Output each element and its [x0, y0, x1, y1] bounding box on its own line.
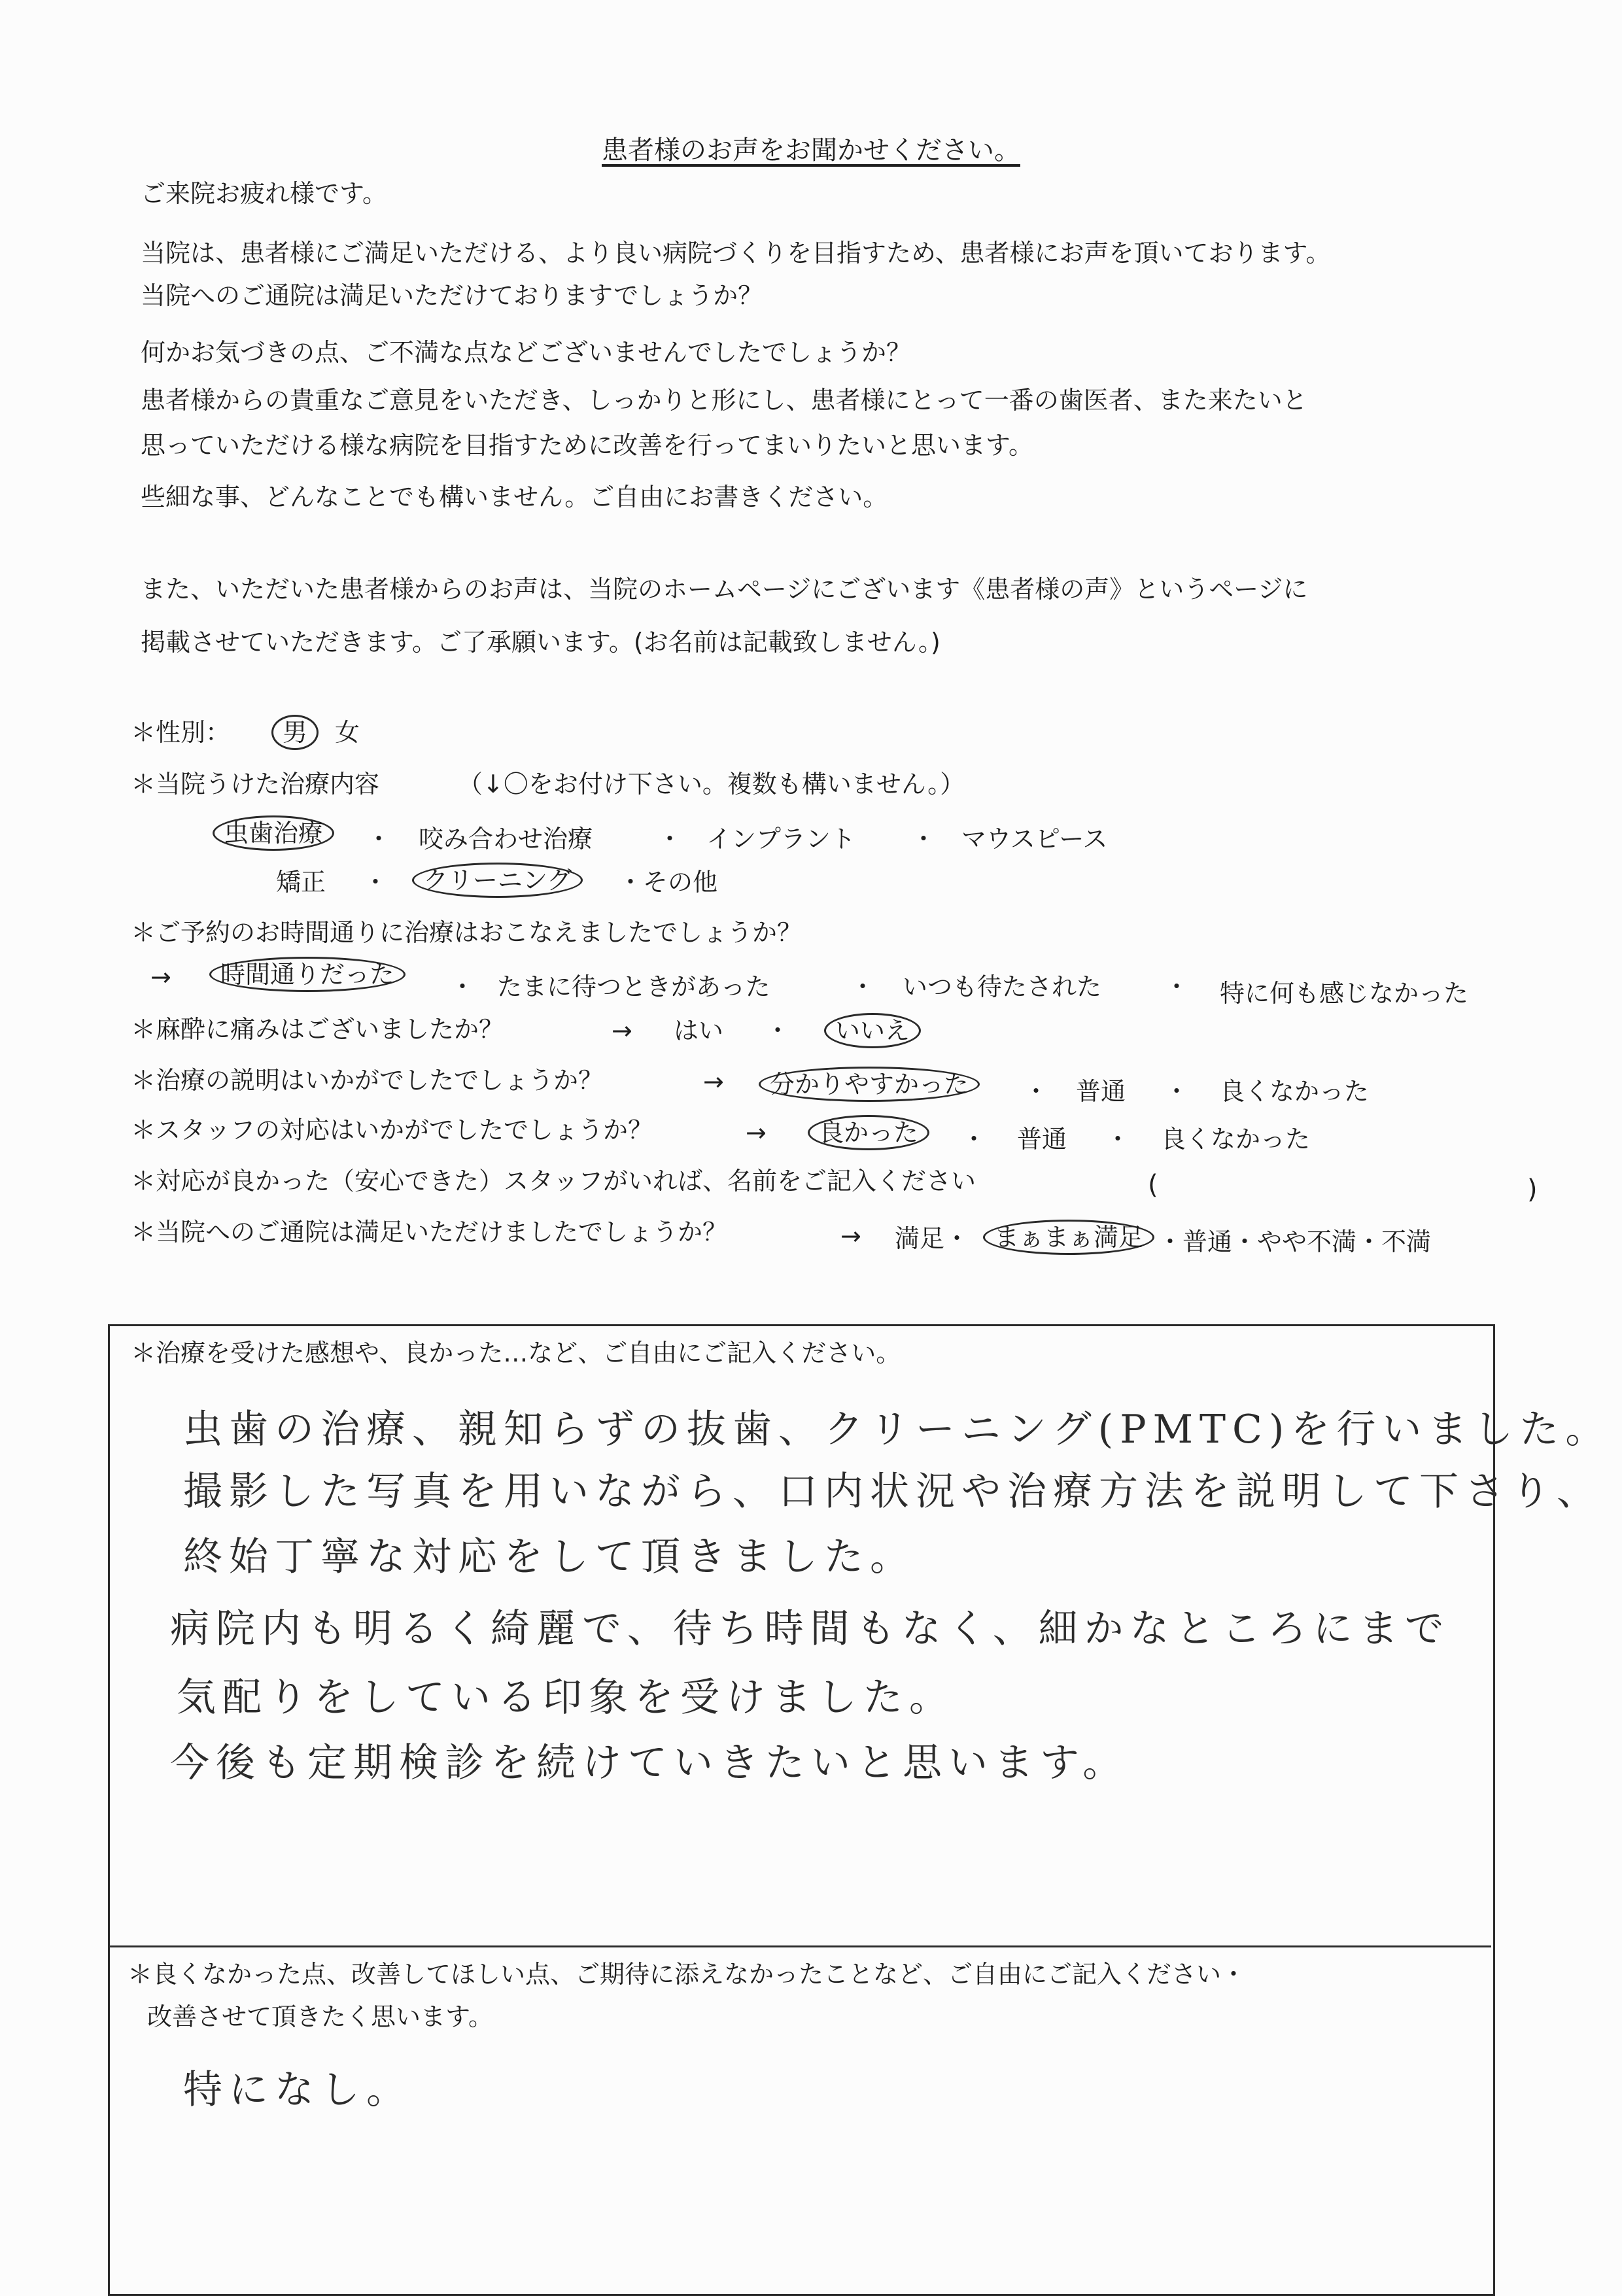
treatment-note: （↓〇をお付け下さい。複数も構いません。） — [458, 770, 965, 798]
separator: ・ — [1164, 1077, 1190, 1106]
cleaning-label: クリーニング — [412, 863, 583, 898]
fairly-satisfied-label: まぁまぁ満足 — [983, 1220, 1154, 1255]
separator: ・ — [961, 1125, 987, 1154]
clear-label: 分かりやすかった — [759, 1067, 980, 1102]
staff-option-good[interactable] — [814, 1117, 923, 1148]
name-open-paren: ( — [1148, 1170, 1158, 1200]
name-close-paren: ) — [1527, 1174, 1538, 1205]
time-option-sometimes-wait[interactable]: たまに待つときがあった — [497, 972, 770, 1001]
improvement-box-label-2: 改善させて頂きたく思います。 — [147, 2002, 493, 2031]
separator: ・ — [1164, 972, 1190, 1001]
separator: ・ — [450, 972, 475, 1001]
male-label: 男 — [271, 715, 319, 750]
staff-name-field[interactable] — [1167, 1169, 1521, 1201]
arrow: → — [150, 963, 171, 991]
handwritten-line: 特になし。 — [183, 2067, 412, 2113]
question-time: ＊ご予約のお時間通りに治療はおこなえましたでしょうか？ — [131, 918, 802, 947]
explain-option-clear[interactable] — [765, 1069, 973, 1100]
intro-line: 当院は、患者様にご満足いただける、より良い病院づくりを目指すため、患者様にお声を頂いております。 — [141, 239, 1331, 267]
handwritten-line: 虫歯の治療、親知らずの抜歯、クリーニング(PMTC)を行いました。 — [183, 1407, 1612, 1452]
notice-line: 掲載させていただきます。ご了承願います。(お名前は記載致しません。) — [141, 628, 940, 657]
gender-option-male[interactable] — [278, 717, 312, 748]
question-staff-name: ＊対応が良かった（安心できた）スタッフがいれば、名前をご記入ください — [131, 1167, 976, 1195]
treatment-option-other[interactable]: ・その他 — [618, 868, 718, 897]
question-explanation: ＊治療の説明はいかがでしたでしょうか？ — [131, 1066, 604, 1095]
treatment-option-orthodontics[interactable]: 矯正 — [276, 868, 326, 897]
no-label: いいえ — [824, 1013, 921, 1048]
good-label: 良かった — [808, 1115, 929, 1150]
handwritten-line: 終始丁寧な対応をして頂きました。 — [183, 1534, 916, 1580]
satisfy-option-fairly-satisfied[interactable] — [990, 1222, 1148, 1253]
question-satisfaction: ＊当院へのご通院は満足いただけましたでしょうか？ — [131, 1218, 728, 1246]
cavity-label: 虫歯治療 — [213, 815, 334, 851]
staff-option-bad[interactable]: 良くなかった — [1161, 1125, 1311, 1154]
explain-option-normal[interactable]: 普通 — [1076, 1077, 1126, 1106]
improvement-box-label: ＊良くなかった点、改善してほしい点、ご期待に添えなかったことなど、ご自由にご記入ください・ — [128, 1960, 1247, 1989]
notice-line: また、いただいた患者様からのお声は、当院のホームページにございます《患者様の声》というページに — [141, 575, 1308, 604]
page-title: 患者様のお声をお聞かせください。 — [602, 135, 1020, 165]
arrow: → — [703, 1067, 724, 1096]
treatment-label: ＊当院うけた治療内容 — [131, 770, 380, 798]
separator: ・ — [1024, 1077, 1049, 1106]
pain-option-yes[interactable]: はい — [674, 1016, 724, 1045]
handwritten-line: 気配りをしている印象を受けました。 — [177, 1675, 955, 1721]
intro-line: 何かお気づきの点、ご不満な点などございませんでしたでしょうか？ — [141, 338, 912, 367]
pain-option-no[interactable] — [831, 1015, 914, 1046]
intro-line: 些細な事、どんなことでも構いません。ご自由にお書きください。 — [141, 483, 888, 511]
improvement-area[interactable] — [170, 2053, 1478, 2276]
gender-label: ＊性別： — [131, 718, 231, 747]
intro-line: ご来院お疲れ様です。 — [141, 179, 387, 208]
on-time-label: 時間通りだった — [209, 957, 406, 992]
intro-line: 当院へのご通院は満足いただけておりますでしょうか？ — [141, 281, 763, 310]
satisfy-option-others[interactable]: ・普通・やや不満・不満 — [1158, 1227, 1432, 1256]
separator: ・ — [363, 868, 388, 897]
treatment-option-occlusion[interactable]: 咬み合わせ治療 — [419, 825, 593, 853]
separator: ・ — [911, 825, 937, 853]
time-option-always-wait[interactable]: いつも待たされた — [903, 972, 1102, 1001]
separator: ・ — [850, 972, 876, 1001]
gender-option-female[interactable]: 女 — [335, 718, 360, 747]
time-option-on-time[interactable] — [216, 959, 399, 990]
satisfy-option-satisfied[interactable]: 満足・ — [895, 1224, 970, 1253]
intro-line: 思っていただける様な病院を目指すために改善を行ってまいりたいと思います。 — [141, 431, 1033, 460]
time-option-no-feeling[interactable]: 特に何も感じなかった — [1220, 979, 1469, 1008]
staff-option-normal[interactable]: 普通 — [1017, 1125, 1067, 1154]
explain-option-bad[interactable]: 良くなかった — [1220, 1077, 1370, 1106]
arrow: → — [840, 1222, 861, 1250]
arrow: → — [612, 1016, 632, 1045]
comment-box-label: ＊治療を受けた感想や、良かった…など、ご自由にご記入ください。 — [131, 1339, 901, 1367]
question-staff: ＊スタッフの対応はいかがでしたでしょうか？ — [131, 1116, 653, 1144]
separator: ・ — [765, 1016, 791, 1045]
separator: ・ — [657, 825, 683, 853]
handwritten-line: 撮影した写真を用いながら、口内状況や治療方法を説明して下さり、 — [183, 1469, 1602, 1515]
handwritten-line: 今後も定期検診を続けていきたいと思います。 — [170, 1740, 1129, 1786]
separator: ・ — [1105, 1125, 1131, 1154]
treatment-option-cavity[interactable] — [219, 817, 328, 849]
comment-area[interactable] — [170, 1393, 1612, 1838]
treatment-option-mouthpiece[interactable]: マウスピース — [961, 825, 1108, 853]
intro-line: 患者様からの貴重なご意見をいただき、しっかりと形にし、患者様にとって一番の歯医者、また来たいと — [141, 386, 1307, 415]
treatment-option-implant[interactable]: インプラント — [706, 825, 856, 853]
question-pain: ＊麻酔に痛みはございましたか？ — [131, 1015, 504, 1044]
treatment-option-cleaning[interactable] — [419, 865, 576, 896]
separator: ・ — [366, 825, 392, 853]
handwritten-line: 病院内も明るく綺麗で、待ち時間もなく、細かなところにまで — [170, 1606, 1451, 1652]
arrow: → — [746, 1118, 767, 1147]
